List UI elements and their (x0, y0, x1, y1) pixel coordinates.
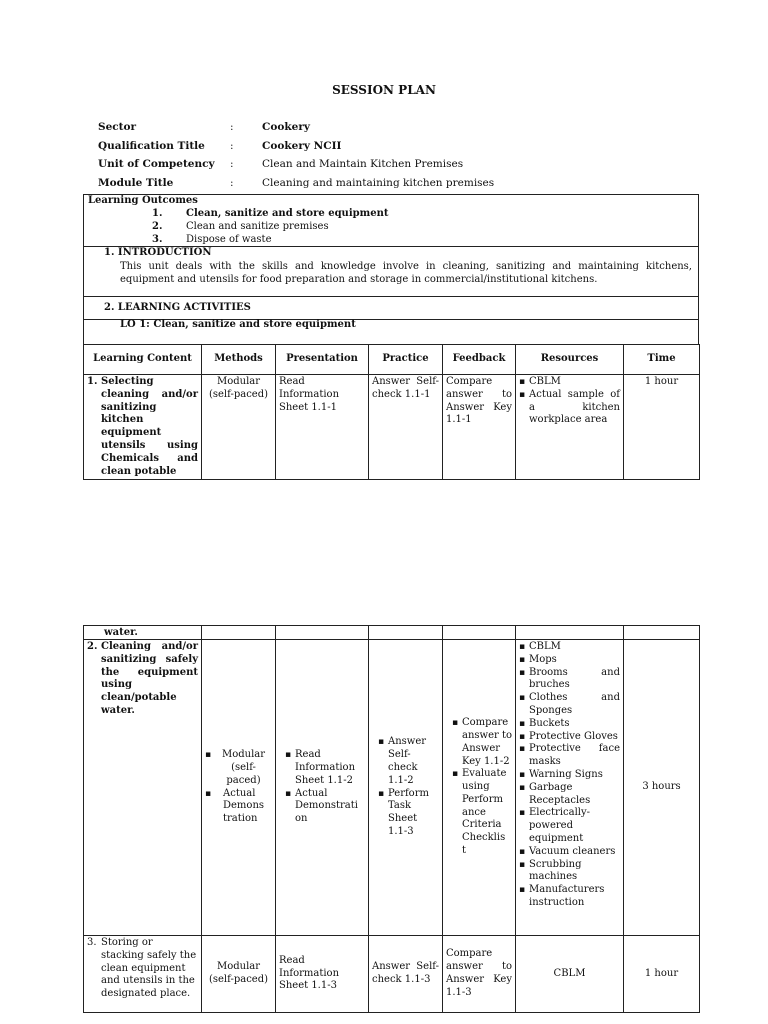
learning-content-continuation: water. (84, 626, 202, 640)
learning-content: Selecting cleaning and/or sanitizing kitchen equipment utensils using Chemicals and clean potable (101, 376, 198, 477)
outcome-text: Clean and sanitize premises (186, 221, 329, 232)
method-item: ▪ Modular (self-paced) (215, 749, 272, 787)
resources-cell: CBLM (516, 936, 624, 1013)
lo-heading: LO 1: Clean, sanitize and store equipment (120, 319, 356, 330)
empty-cell (443, 626, 516, 640)
presentation-item: ▪ Actual Demonstrati on (295, 788, 365, 826)
presentation-cell (276, 640, 369, 936)
practice-cell (369, 640, 443, 936)
learning-content-cell (84, 640, 202, 936)
outcome-text: Dispose of waste (186, 234, 272, 245)
resource-item: ▪ CBLM (529, 641, 620, 654)
feedback-cell: Compare answer to Answer Key 1.1-1 (443, 375, 516, 480)
resources-cell (516, 640, 624, 936)
presentation-cell: Read Information Sheet 1.1-3 (276, 936, 369, 1013)
meta-value-qualification: Cookery NCII (262, 140, 342, 152)
outcome-num: 3. (152, 234, 163, 245)
table-header-row (84, 345, 700, 375)
meta-value-module: Cleaning and maintaining kitchen premises (262, 177, 495, 189)
practice-item: ▪ Perform Task Sheet 1.1-3 (388, 788, 439, 839)
feedback-cell (443, 640, 516, 936)
time-cell: 3 hours (624, 640, 700, 936)
empty-cell (624, 626, 700, 640)
resource-item: ▪ Protective face masks (529, 743, 620, 769)
page-title: SESSION PLAN (332, 83, 436, 97)
meta-value-sector: Cookery (262, 121, 310, 133)
meta-sep: : (230, 121, 234, 133)
feedback-cell: Compare answer to Answer Key 1.1-3 (443, 936, 516, 1013)
table-row (84, 626, 700, 640)
empty-cell (276, 626, 369, 640)
meta-label-sector: Sector (98, 121, 137, 133)
column-header: Learning Content (84, 345, 202, 375)
methods-cell: Modular (self-paced) (202, 936, 276, 1013)
meta-value-unit: Clean and Maintain Kitchen Premises (262, 158, 464, 170)
resource-item: ▪ Garbage Receptacles (529, 782, 620, 808)
item-number: 3. (87, 937, 97, 948)
column-header: Presentation (276, 345, 369, 375)
learning-outcomes-box (83, 194, 699, 247)
learning-content-cell (84, 375, 202, 480)
feedback-item: ▪ Compare answer to Answer Key 1.1-2 (462, 717, 512, 768)
resource-item: ▪ Actual sample of a kitchen workplace area (529, 389, 620, 427)
resource-item: ▪ Scrubbing machines (529, 859, 620, 885)
resource-item: ▪ Warning Signs (529, 769, 620, 782)
outcome-text: Clean, sanitize and store equipment (186, 208, 389, 219)
methods-cell: Modular (self-paced) (202, 375, 276, 480)
meta-sep: : (230, 140, 234, 152)
meta-sep: : (230, 158, 234, 170)
table-row (84, 640, 700, 936)
learning-outcomes-heading: Learning Outcomes (88, 195, 198, 206)
lo-box (83, 319, 699, 345)
introduction-box (83, 246, 699, 297)
learning-content: Cleaning and/or sanitizing safely the equipment using clean/potable water. (101, 641, 198, 716)
resource-item: ▪ Mops (529, 654, 620, 667)
column-header: Resources (516, 345, 624, 375)
meta-label-module: Module Title (98, 177, 174, 189)
presentation-cell: Read Information Sheet 1.1-1 (276, 375, 369, 480)
practice-cell: Answer Self- check 1.1-1 (369, 375, 443, 480)
time-cell: 1 hour (624, 936, 700, 1013)
table-row (84, 375, 700, 480)
methods-cell (202, 640, 276, 936)
meta-label-unit: Unit of Competency (98, 158, 215, 170)
item-number: 2. (87, 641, 98, 652)
introduction-heading: 1. INTRODUCTION (104, 247, 212, 258)
resource-item: ▪ Vacuum cleaners (529, 846, 620, 859)
table-row (84, 936, 700, 1013)
column-header: Time (624, 345, 700, 375)
feedback-item: ▪ Evaluate using Perform ance Criteria Checklis t (462, 768, 512, 858)
resource-item: ▪ Brooms and bruches (529, 667, 620, 693)
method-item: ▪ Actual Demons tration (215, 788, 272, 826)
presentation-item: ▪ Read Information Sheet 1.1-2 (295, 749, 365, 787)
empty-cell (202, 626, 276, 640)
activities-table-continued (83, 625, 700, 1013)
activities-table (83, 344, 700, 480)
meta-sep: : (230, 177, 234, 189)
resource-item: ▪ Manufacturers instruction (529, 884, 620, 910)
learning-activities-heading: 2. LEARNING ACTIVITIES (104, 302, 251, 313)
item-number: 1. (87, 376, 98, 387)
time-cell: 1 hour (624, 375, 700, 480)
resource-item: ▪ CBLM (529, 376, 620, 389)
outcome-num: 2. (152, 221, 163, 232)
column-header: Feedback (443, 345, 516, 375)
learning-activities-box (83, 296, 699, 320)
meta-label-qualification: Qualification Title (98, 140, 205, 152)
learning-content: Storing or stacking safely the clean equipment and utensils in the designated place. (101, 937, 197, 1000)
column-header: Practice (369, 345, 443, 375)
resource-item: ▪ Electrically-powered equipment (529, 807, 620, 845)
empty-cell (369, 626, 443, 640)
resource-item: ▪ Buckets (529, 718, 620, 731)
empty-cell (516, 626, 624, 640)
learning-content-cell (84, 936, 202, 1013)
outcome-num: 1. (152, 208, 163, 219)
column-header: Methods (202, 345, 276, 375)
practice-cell: Answer Self- check 1.1-3 (369, 936, 443, 1013)
introduction-text: This unit deals with the skills and knowledge involve in cleaning, sanitizing and maintaining kitchens, equipment and utensils for food preparation and storage in commercial/institutional kitchens. (120, 261, 692, 285)
practice-item: ▪ Answer Self- check 1.1-2 (388, 736, 439, 787)
resource-item: ▪ Clothes and Sponges (529, 692, 620, 718)
resource-item: ▪ Protective Gloves (529, 731, 620, 744)
resources-cell (516, 375, 624, 480)
